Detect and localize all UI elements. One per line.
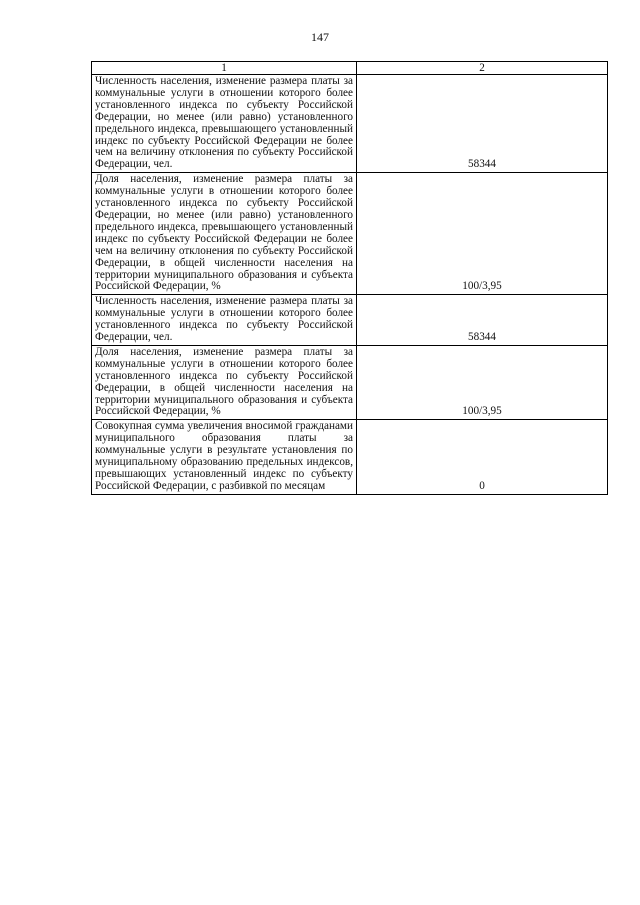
column-header-2: 2	[357, 62, 608, 75]
indicators-table	[91, 61, 608, 495]
table-row	[92, 173, 608, 295]
table-row	[92, 345, 608, 419]
row-value: 100/3,95	[357, 345, 608, 419]
table-row	[92, 420, 608, 494]
table-body	[92, 75, 608, 495]
page-number: 147	[311, 30, 329, 44]
row-value: 58344	[357, 75, 608, 173]
column-header-1: 1	[92, 62, 357, 75]
row-description: Доля населения, изменение размера платы за коммунальные услуги в отношении которого более установленного индекса по субъекту Российской Федерации, но менее (или равно) установленного предельного индекса, превышающего установленный индекс по субъекту Российской Федерации не более чем на величину отклонения по субъекту Российской Федерации, в общей численности населения на территории муниципального образования и субъекта Российской Федерации, %	[92, 173, 357, 295]
row-description: Численность населения, изменение размера платы за коммунальные услуги в отношении которого более установленного индекса по субъекту Российской Федерации, чел.	[92, 295, 357, 346]
row-description: Доля населения, изменение размера платы за коммунальные услуги в отношении которого более установленного индекса по субъекту Российской Федерации, в общей численности населения на территории муниципального образования и субъекта Российской Федерации, %	[92, 345, 357, 419]
row-value: 0	[357, 420, 608, 494]
table-header	[92, 62, 608, 75]
row-value: 58344	[357, 295, 608, 346]
table-row	[92, 295, 608, 346]
row-description: Численность населения, изменение размера платы за коммунальные услуги в отношении которого более установленного индекса по субъекту Российской Федерации, но менее (или равно) установленного предельного индекса, превышающего установленный индекс по субъекту Российской Федерации не более чем на величину отклонения по субъекту Российской Федерации, чел.	[92, 75, 357, 173]
row-value: 100/3,95	[357, 173, 608, 295]
table-header-row	[92, 62, 608, 75]
table-row	[92, 75, 608, 173]
row-description: Совокупная сумма увеличения вносимой гражданами муниципального образования платы за коммунальные услуги в результате установления по муниципальному образованию предельных индексов, превышающих установленный индекс по субъекту Российской Федерации, с разбивкой по месяцам	[92, 420, 357, 494]
